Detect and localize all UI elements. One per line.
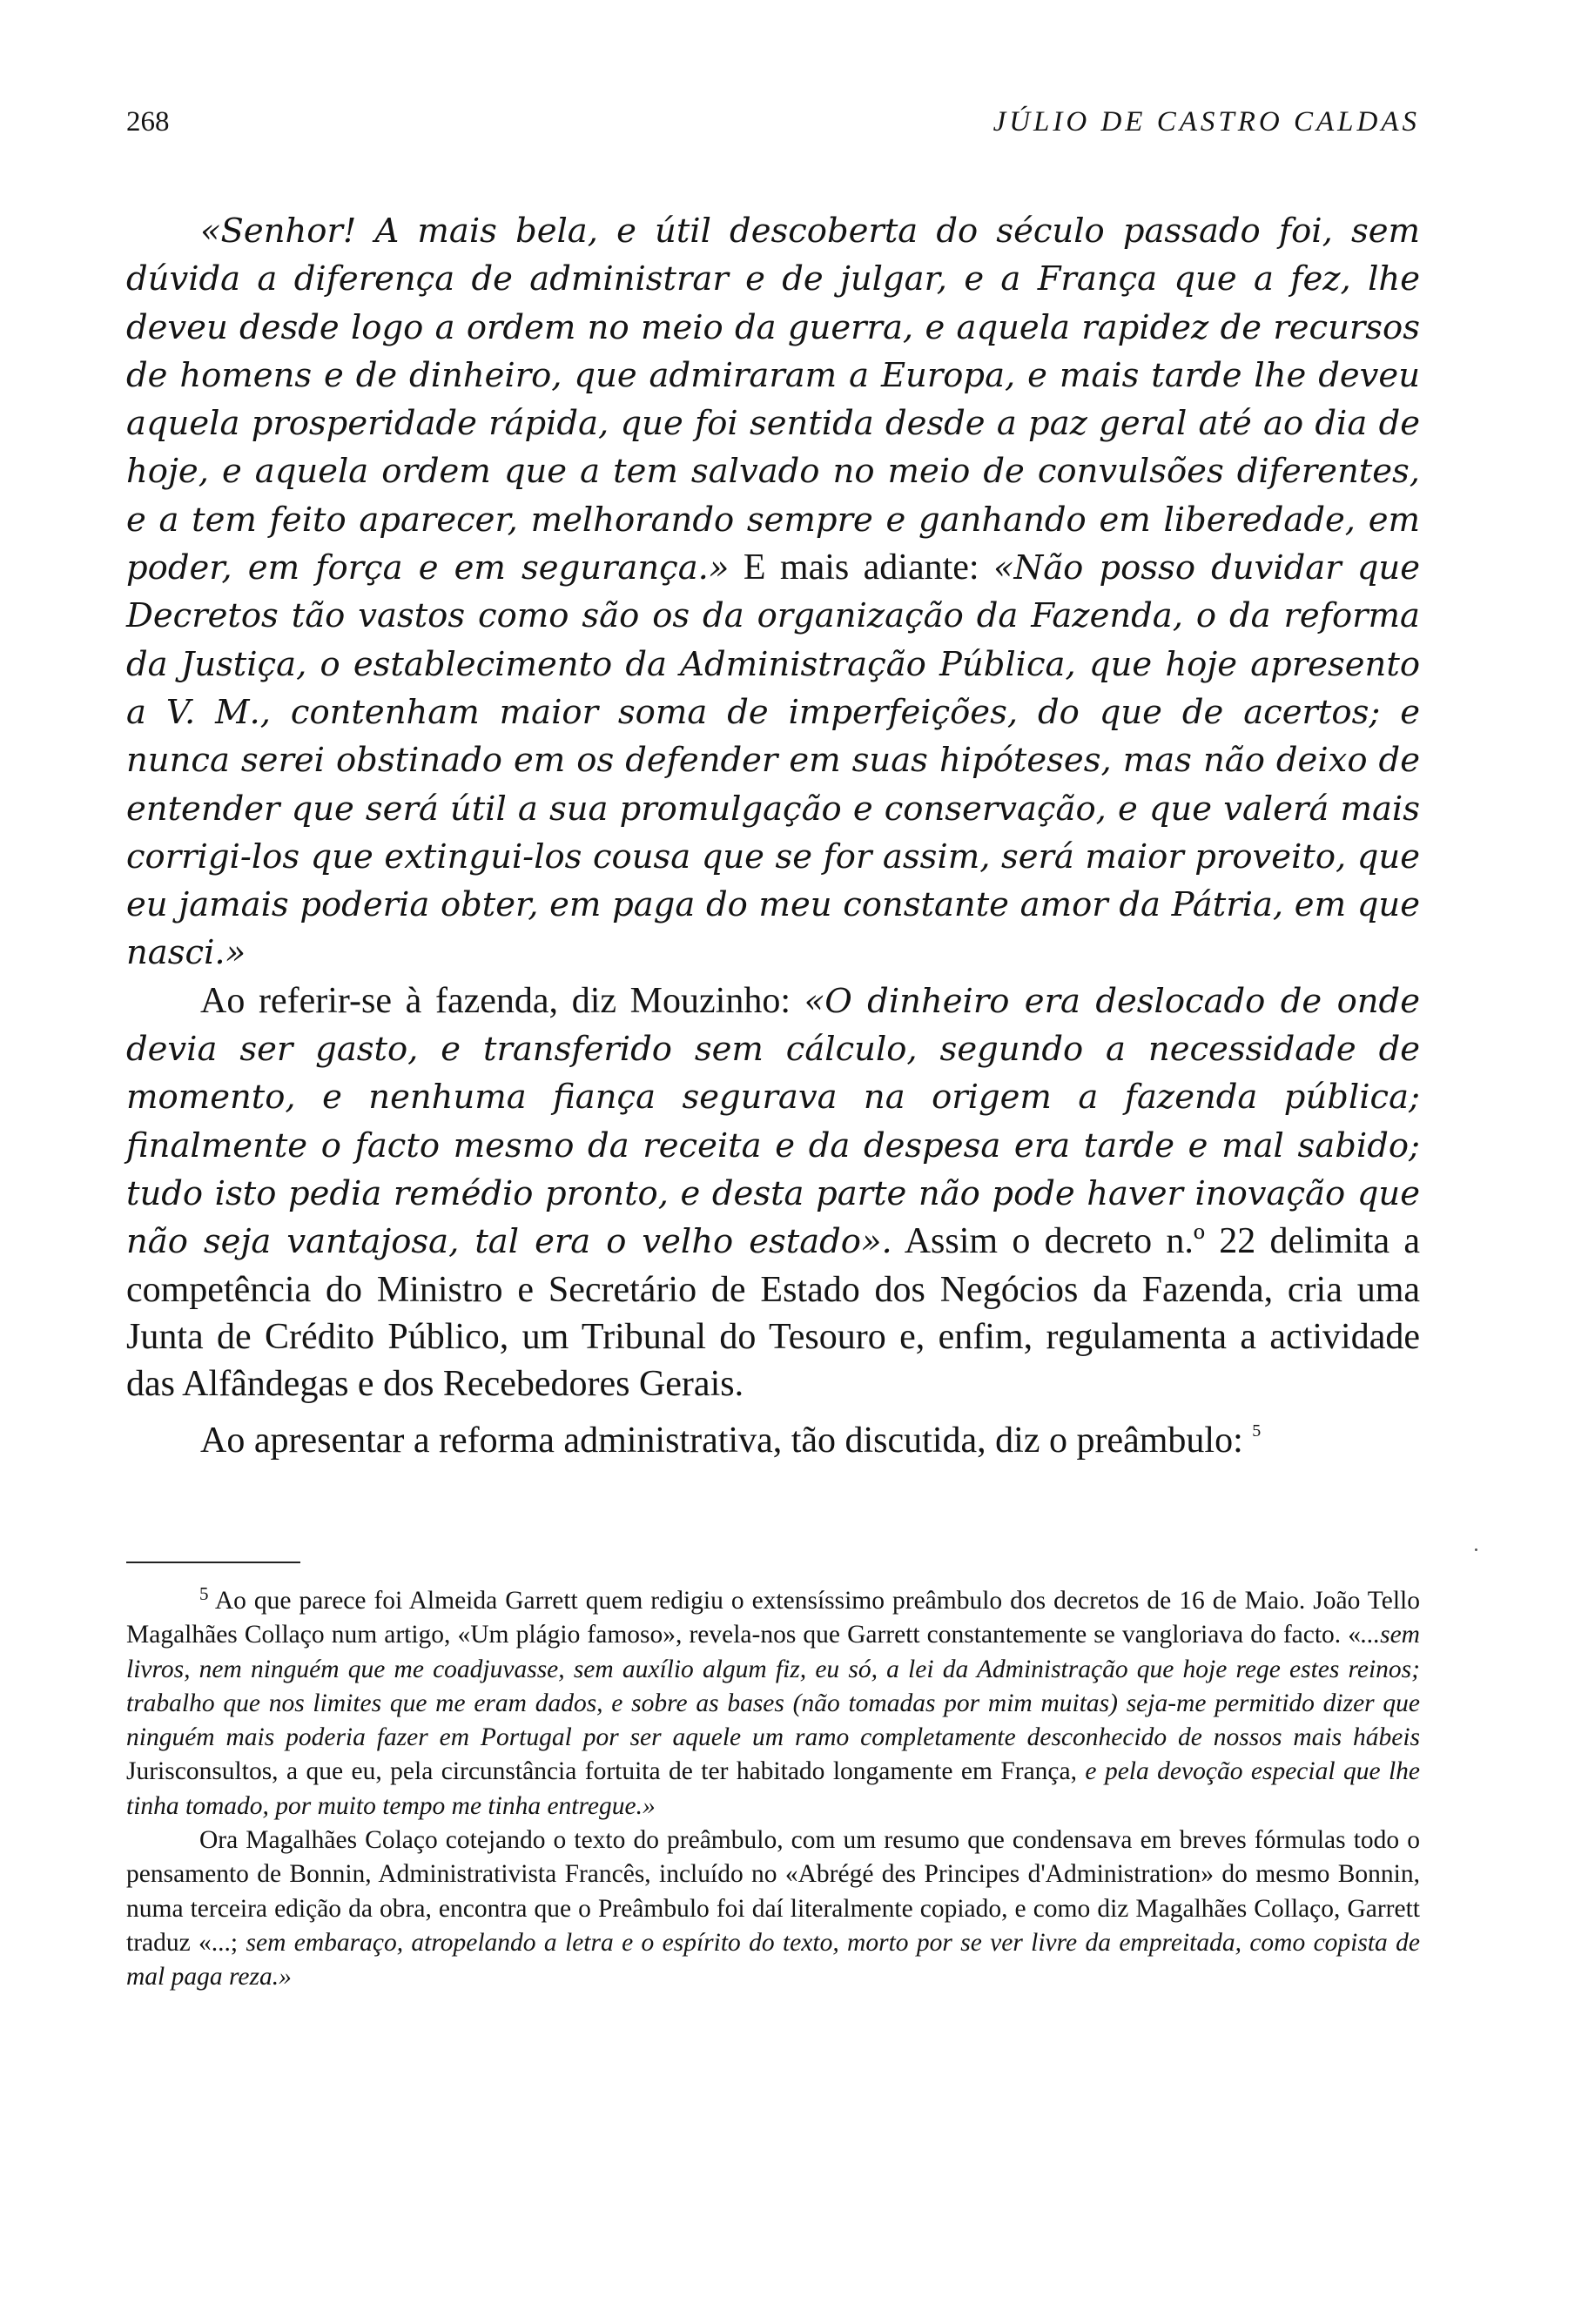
quote-decretos: «Não posso duvidar que Decretos tão vastos como são os da organização da Fazenda, o da reforma da Justiça, o establecimento da Administração Pública, que hoje apresento a V. M., contenham maior soma de imperfeições, do que de acertos; e nunca serei obstinado em os defender em suas hipóteses, mas não deixo de entender que será útil a sua promulgação e conservação, e que valerá mais corrigi-los que extingui-los cousa que se for assim, será maior proveito, que eu jamais poderia obter, em paga do meu constante amor da Pátria, em que nasci.» xyxy=(126,548,1420,973)
page-number: 268 xyxy=(126,106,170,138)
footnote-divider xyxy=(126,1562,300,1563)
reforma-text: Ao apresentar a reforma administrativa, tão discutida, diz o preâmbulo: xyxy=(200,1421,1253,1461)
quote-mouzinho: «O dinheiro era deslocado de onde devia ser gasto, e transferido sem cálculo, segundo a necessidade de momento, e nenhuma fiança segurava na origem a fazenda pública; finalmente o facto mesmo da receita e da despesa era tarde e mal sabido; tudo isto pedia remédio pronto, e desta parte não pode haver inovação que não seja vantajosa, tal era o velho estado». xyxy=(126,981,1420,1262)
footnote-continuation-quote: sem embaraço, atropelando a letra e o espírito do texto, morto por se ver livre da empreitada, como copista de mal paga reza.» xyxy=(126,1928,1420,1992)
footnote-continuation-text: Ora Magalhães Colaço cotejando o texto do preâmbulo, com um resumo que condensava em breves fórmulas todo o pensamento de Bonnin, Administrativista Francês, incluído no «Abrégé des Principes d'Administration» do mesmo Bonnin, numa terceira edição da obra, encontra que o Preâmbulo foi daí literalmente copiado, e como diz Magalhães Collaço, Garrett traduz «...; xyxy=(126,1826,1420,1957)
paragraph-fazenda xyxy=(126,977,1420,1408)
footnote-reference[interactable]: 5 xyxy=(1252,1421,1262,1441)
footnote-continuation xyxy=(126,1824,1420,1994)
footnote-5-text: Ao que parece foi Almeida Garrett quem redigiu o extensíssimo preâmbulo dos decretos de 16 de Maio. João Tello Magalhães Collaço num artigo, «Um plágio famoso», revela-nos que Garrett constantemente se vangloriava do facto. « xyxy=(126,1587,1420,1649)
running-head xyxy=(126,106,1420,150)
footnote-5-mid: Jurisconsultos, a que eu, pela circunstância fortuita de ter habitado longamente em França, xyxy=(126,1757,1086,1786)
fazenda-tail: Assim o decreto n.º 22 delimita a competência do Ministro e Secretário de Estado dos Negócios da Fazenda, cria uma Junta de Crédito Público, um Tribunal do Tesouro e, enfim, regulamenta a actividade das Alfândegas e dos Recebedores Gerais. xyxy=(126,1221,1420,1405)
fazenda-lead: Ao referir-se à fazenda, diz Mouzinho: xyxy=(200,980,804,1021)
paragraph-quotation xyxy=(126,207,1420,977)
quote-senhor: «Senhor! A mais bela, e útil descoberta do século passado foi, sem dúvida a diferença de administrar e de julgar, e a França que a fez, lhe deveu desde logo a ordem no meio da guerra, e aquela rapidez de recursos de homens e de dinheiro, que admiraram a Europa, e mais tarde lhe deveu aquela prosperidade rápida, que foi sentida desde a paz geral até ao dia de hoje, e aquela ordem que a tem salvado no meio de convulsões diferentes, e a tem feito aparecer, melhorando sempre e ganhando em liberedade, em poder, em força e em segurança.» xyxy=(126,212,1420,588)
connector-text: E mais adiante: xyxy=(729,547,993,588)
footnotes xyxy=(126,1577,1420,1995)
running-title: JÚLIO DE CASTRO CALDAS xyxy=(992,106,1420,138)
footnote-5-mark: 5 xyxy=(199,1583,209,1604)
footnote-5-quote-b: e pela devoção especial que lhe tinha tomado, por muito tempo me tinha entregue.» xyxy=(126,1757,1421,1820)
footnote-5-quote-a: ...sem livros, nem ninguém que me coadjuvasse, sem auxílio algum fiz, eu só, a lei da Administração que hoje rege estes reinos; trabalho que nos limites que me eram dados, e sobre as bases (não tomadas por mim muitas) seja-me permitido dizer que ninguém mais poderia fazer em Portugal por ser aquele um ramo completamente desconhecido de nossos mais hábeis xyxy=(126,1621,1420,1752)
footnote-5 xyxy=(126,1577,1420,1824)
main-text xyxy=(126,207,1420,1465)
paragraph-reforma xyxy=(126,1407,1420,1464)
print-speck xyxy=(1475,1548,1477,1551)
